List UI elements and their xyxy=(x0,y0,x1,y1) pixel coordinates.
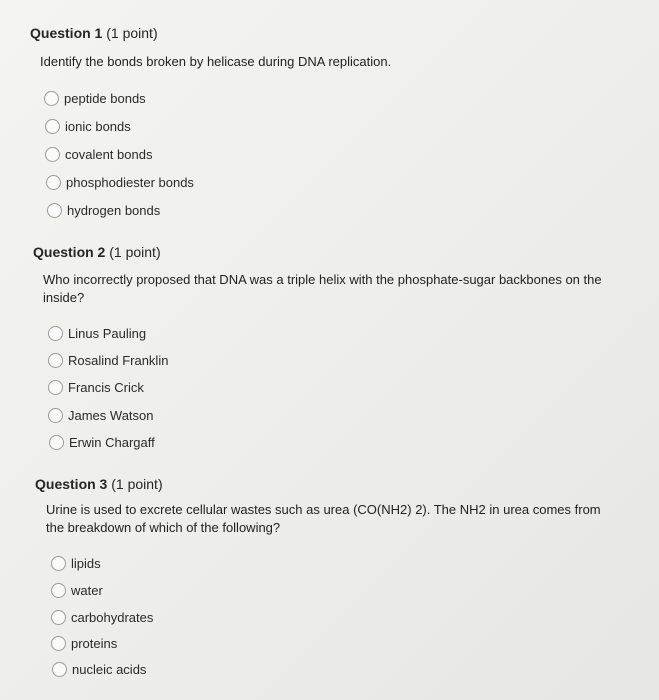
option-water[interactable] xyxy=(51,580,103,600)
question-prompt: Identify the bonds broken by helicase during DNA replication. xyxy=(40,54,392,69)
question-heading xyxy=(33,244,161,260)
radio-button[interactable] xyxy=(45,119,60,134)
question-prompt: Urine is used to excrete cellular wastes such as urea (CO(NH2) 2). The NH2 in urea comes from the breakdown of which of the following? xyxy=(46,502,601,535)
option-rosalind-franklin[interactable] xyxy=(48,350,168,370)
radio-button[interactable] xyxy=(49,435,64,450)
option-carbohydrates[interactable] xyxy=(51,607,153,627)
option-label: Linus Pauling xyxy=(68,325,147,341)
question-number: Question 2 xyxy=(33,244,106,260)
option-nucleic-acids[interactable] xyxy=(52,659,146,679)
radio-button[interactable] xyxy=(48,408,63,423)
question-points: (1 point) xyxy=(111,476,163,492)
question-number: Question 1 xyxy=(30,25,103,41)
radio-button[interactable] xyxy=(48,380,63,395)
radio-button[interactable] xyxy=(48,353,63,368)
option-proteins[interactable] xyxy=(51,633,117,653)
option-linus-pauling[interactable] xyxy=(48,323,146,343)
option-label: Erwin Chargaff xyxy=(69,434,155,450)
option-label: peptide bonds xyxy=(64,90,146,106)
option-erwin-chargaff[interactable] xyxy=(49,432,155,452)
option-phosphodiester-bonds[interactable] xyxy=(46,172,194,192)
question-points: (1 point) xyxy=(109,244,161,260)
option-label: water xyxy=(71,582,103,598)
question-number: Question 3 xyxy=(35,476,108,492)
radio-button[interactable] xyxy=(47,203,62,218)
option-label: hydrogen bonds xyxy=(67,202,161,218)
option-peptide-bonds[interactable] xyxy=(44,88,146,108)
option-label: ionic bonds xyxy=(65,118,131,134)
radio-button[interactable] xyxy=(51,583,66,598)
radio-button[interactable] xyxy=(51,556,66,571)
radio-button[interactable] xyxy=(44,91,59,106)
option-covalent-bonds[interactable] xyxy=(45,144,152,164)
radio-button[interactable] xyxy=(52,662,67,677)
option-lipids[interactable] xyxy=(51,553,101,573)
question-points: (1 point) xyxy=(106,25,158,41)
option-label: covalent bonds xyxy=(65,146,153,162)
option-francis-crick[interactable] xyxy=(48,377,144,397)
question-prompt: Who incorrectly proposed that DNA was a triple helix with the phosphate-sugar backbones on the inside? xyxy=(43,272,602,305)
option-label: proteins xyxy=(71,635,118,651)
radio-button[interactable] xyxy=(45,147,60,162)
radio-button[interactable] xyxy=(51,610,66,625)
radio-button[interactable] xyxy=(48,326,63,341)
question-heading xyxy=(30,25,158,41)
option-hydrogen-bonds[interactable] xyxy=(47,200,160,220)
option-label: lipids xyxy=(71,555,101,571)
option-label: James Watson xyxy=(68,407,154,423)
question-heading xyxy=(35,476,163,492)
option-label: phosphodiester bonds xyxy=(66,174,194,190)
option-james-watson[interactable] xyxy=(48,405,154,425)
option-label: Francis Crick xyxy=(68,379,144,395)
radio-button[interactable] xyxy=(46,175,61,190)
option-ionic-bonds[interactable] xyxy=(45,116,131,136)
radio-button[interactable] xyxy=(51,636,66,651)
option-label: carbohydrates xyxy=(71,609,154,625)
option-label: nucleic acids xyxy=(72,661,147,677)
option-label: Rosalind Franklin xyxy=(68,352,169,368)
